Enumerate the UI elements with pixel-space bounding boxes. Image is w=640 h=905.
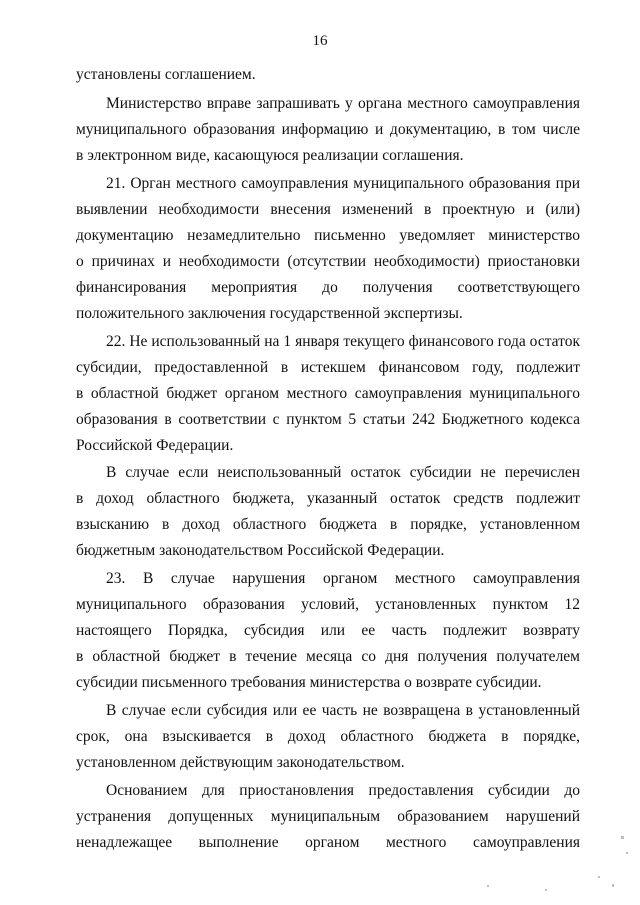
text-line: в областной бюджет в течение месяца со дня получения получателем <box>76 648 580 665</box>
text-line: 21. Орган местного самоуправления муниципального образования при <box>106 175 580 192</box>
text-line: в доход областного бюджета, указанный остаток средств подлежит <box>76 490 580 507</box>
text-line: Основанием для приостановления предоставления субсидии до <box>106 782 580 799</box>
scan-speck <box>487 885 489 887</box>
scan-speck <box>545 889 547 891</box>
text-line: срок, она взыскивается в доход областного бюджета в порядке, <box>76 728 580 745</box>
text-line: в электронном виде, касающуюся реализации соглашения. <box>76 147 464 164</box>
text-line: 22. Не использованный на 1 января текущего финансового года остаток <box>106 333 580 350</box>
text-line: образования в соответствии с пунктом 5 статьи 242 Бюджетного кодекса <box>76 411 580 428</box>
text-line: субсидии письменного требования министерства о возврате субсидии. <box>76 674 542 691</box>
page-number: 16 <box>312 33 328 49</box>
text-line: документацию незамедлительно письменно уведомляет министерство <box>76 227 580 244</box>
scan-speck <box>626 852 628 854</box>
text-line: установленном действующим законодательством. <box>76 754 405 771</box>
text-line: настоящего Порядка, субсидия или ее часть подлежит возврату <box>76 622 580 639</box>
text-line: муниципального образования информацию и документацию, в том числе <box>76 121 580 138</box>
text-line: о причинах и необходимости (отсутствии необходимости) приостановки <box>76 253 580 270</box>
text-line: В случае если неиспользованный остаток субсидии не перечислен <box>106 464 580 481</box>
scan-speck <box>612 884 614 887</box>
text-line: субсидии, предоставленной в истекшем финансовом году, подлежит <box>76 359 580 376</box>
text-line: положительного заключения государственной экспертизы. <box>76 305 463 322</box>
text-line: в областной бюджет органом местного самоуправления муниципального <box>76 385 580 402</box>
scan-speck <box>621 836 624 839</box>
text-line: устранения допущенных муниципальным образованием нарушений <box>76 808 580 825</box>
text-line: Российской Федерации. <box>76 437 234 454</box>
text-line: муниципального образования условий, установленных пунктом 12 <box>76 596 580 613</box>
text-line: Министерство вправе запрашивать у органа местного самоуправления <box>106 95 580 112</box>
text-line: финансирования мероприятия до получения соответствующего <box>76 279 580 296</box>
text-line: бюджетным законодательством Российской Федерации. <box>76 542 445 559</box>
scan-speck <box>598 876 600 878</box>
text-line: установлены соглашением. <box>76 66 256 83</box>
text-line: ненадлежащее выполнение органом местного самоуправления <box>76 834 580 851</box>
text-line: выявлении необходимости внесения изменений в проектную и (или) <box>76 201 580 218</box>
text-line: 23. В случае нарушения органом местного самоуправления <box>106 570 580 587</box>
text-line: взысканию в доход областного бюджета в порядке, установленном <box>76 516 580 533</box>
text-line: В случае если субсидия или ее часть не возвращена в установленный <box>106 702 580 719</box>
